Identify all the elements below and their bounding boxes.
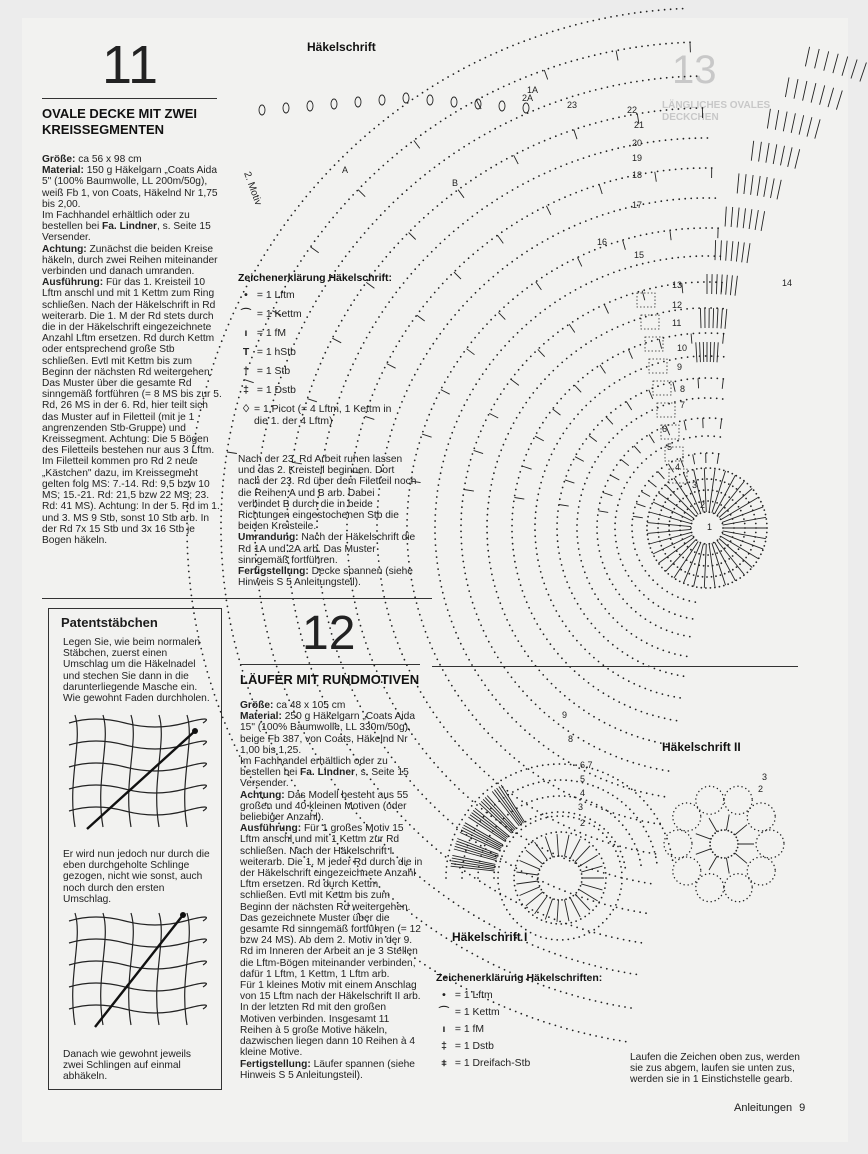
yarn-column bbox=[129, 913, 134, 1025]
legend-11-list bbox=[238, 290, 438, 450]
section-number-12: 12 bbox=[302, 607, 356, 660]
row-label: 2A bbox=[522, 93, 534, 103]
picot-loop bbox=[499, 101, 505, 111]
chain-ring bbox=[557, 378, 723, 676]
chart12-legend-item bbox=[436, 1041, 494, 1053]
chart12-legend-symbol: ⌒ bbox=[438, 1007, 450, 1018]
box-text-3: Danach wie gewohnt jeweils zwei Schlingen auf einmal abhäkeln. bbox=[63, 1049, 191, 1083]
material-label: Material: bbox=[42, 165, 84, 177]
chart12-legend-text: = 1 Kettm bbox=[452, 1007, 500, 1018]
exec-text-12: Für 1 großes Motiv 15 Lftm anschl und mit 1 Kettm zur Rd schließen. Nach der Häkelschrift I weiterarb. Die 1. M jeder Rd durch die in der Häkelschrift eingezeichnete Anzahl Lftm ersetzen. Rd durch Kettm schließen. Evtl mit Kettm bis zum Beginn der nächsten Rd weitergehen. Das gezeichnete Muster über die gesamte Rd sinngemäß fortführen (= 12 bzw 24 MS). Ab dem 2. Motiv in der 9. Rd im Inneren der Arbeit an je 3 Stellen die Lftm-Bögen miteinander verbinden, dafür 1 Lftm, 1 Kettm, 1 Lftm arb. bbox=[240, 823, 423, 980]
stitch-spokes bbox=[725, 207, 765, 231]
finish-label: Fertigstellung: bbox=[238, 566, 309, 578]
yarn-row bbox=[69, 939, 206, 947]
chart11-legend-item bbox=[238, 366, 290, 378]
row-label: 8 bbox=[680, 384, 686, 394]
row-label: 1A bbox=[527, 85, 539, 95]
shop-suffix-12: , s. Seite 15 Versender. bbox=[240, 767, 409, 790]
petal-loop bbox=[724, 874, 752, 902]
crochet-hook bbox=[95, 915, 183, 1027]
section-11-continuation bbox=[238, 454, 418, 588]
section-12-title: LÄUFER MIT RUNDMOTIVEN bbox=[240, 672, 420, 687]
box-text-1: Legen Sie, wie beim normalen Stäbchen, zuerst einen Umschlag um die Häkelnadel und stechen Sie dann in die darunterliegende Masche ein. Wie gewohnt Faden durchholen. bbox=[63, 637, 210, 705]
row-label: 6 bbox=[662, 424, 668, 434]
motif-label: 2. Motiv bbox=[241, 170, 264, 207]
chart11-legend-symbol: ı bbox=[244, 328, 248, 339]
petal-loop bbox=[747, 857, 775, 885]
yarn-row bbox=[69, 983, 206, 991]
page-footer bbox=[734, 1102, 805, 1114]
chart11-legend-text: = 1 fM bbox=[254, 328, 287, 339]
row-label: 5 bbox=[667, 442, 673, 452]
crochet-chart-I bbox=[430, 686, 650, 926]
petal-loop bbox=[673, 857, 701, 885]
chart12-legend-text: = 1 Dstb bbox=[452, 1041, 494, 1052]
chart11-legend-text: = 1 hStb bbox=[254, 347, 296, 358]
row-label: 17 bbox=[632, 200, 643, 210]
row-label: 9 bbox=[562, 710, 568, 720]
note-label-12: Achtung: bbox=[240, 789, 285, 801]
petal-loop bbox=[673, 803, 701, 831]
chart12-legend-symbol: ‡ bbox=[441, 1041, 447, 1052]
ghost-title-line2: DECKCHEN bbox=[662, 112, 719, 123]
picot-loop bbox=[403, 93, 409, 103]
row-label: 3 bbox=[692, 480, 698, 490]
material-label-12: Material: bbox=[240, 711, 282, 723]
row-label: 16 bbox=[597, 237, 608, 247]
yarn-column bbox=[101, 715, 106, 827]
yarn-row bbox=[69, 917, 206, 925]
note-label: Achtung: bbox=[42, 243, 87, 255]
row-label: A bbox=[342, 165, 349, 175]
crochet-chart-II bbox=[644, 762, 804, 912]
picot-loop bbox=[307, 101, 313, 111]
stitch-spokes bbox=[785, 77, 842, 109]
chain-ring bbox=[478, 796, 641, 878]
filet-square bbox=[657, 403, 675, 417]
size-label-12: Größe: bbox=[240, 700, 274, 711]
stitch-spokes bbox=[805, 47, 866, 82]
yarn-row bbox=[69, 719, 206, 727]
box-title: Patentstäbchen bbox=[61, 615, 158, 630]
shop-name: Fa. Lindner bbox=[102, 221, 157, 233]
footer-section: Anleitungen bbox=[734, 1102, 793, 1114]
chart11-legend-text: = 1 Dstb bbox=[254, 385, 296, 396]
chart12-legend-text: = 1 Lftm bbox=[452, 990, 493, 1001]
row-label: 15 bbox=[634, 250, 645, 260]
illustration-hook-2 bbox=[65, 909, 205, 1029]
chart11-legend-item bbox=[238, 290, 295, 302]
petal-loop bbox=[724, 786, 752, 814]
chain-ring bbox=[710, 830, 738, 858]
petal-loop bbox=[696, 786, 724, 814]
title-line-1: OVALE DECKE MIT ZWEI bbox=[42, 106, 198, 121]
chart12-legend-item bbox=[436, 1058, 530, 1070]
yarn-column bbox=[73, 913, 78, 1025]
chain-ring bbox=[597, 418, 722, 637]
chart12-legend-item bbox=[436, 1024, 484, 1036]
chain-ring bbox=[512, 333, 724, 721]
row-label: 13 bbox=[672, 280, 683, 290]
shop-text: Im Fachhandel erhältlich oder zu bestellen bei bbox=[42, 210, 190, 233]
chart11-legend-text: = 1 Lftm bbox=[254, 290, 295, 301]
chart11-legend-symbol: ♢ bbox=[241, 404, 251, 415]
legend-12 bbox=[436, 972, 656, 1090]
stitch-spokes bbox=[737, 173, 781, 199]
stitch-spokes bbox=[715, 240, 750, 263]
ghost-title-line1: LÄNGLICHES OVALES bbox=[662, 100, 771, 111]
row-label: 19 bbox=[632, 153, 643, 163]
chart11-legend-item bbox=[238, 328, 286, 340]
patentstaebchen-box bbox=[48, 608, 222, 1090]
ghost-page-number: 13 bbox=[672, 48, 717, 92]
chart-I-title: Häkelschrift I bbox=[452, 930, 528, 944]
chart11-legend-symbol: • bbox=[244, 290, 248, 301]
row-label: 18 bbox=[632, 170, 643, 180]
finish-label-12: Fertigstellung: bbox=[240, 1058, 311, 1070]
section-11-title bbox=[42, 106, 222, 138]
picot-loop bbox=[331, 99, 337, 109]
petal-loop bbox=[696, 874, 724, 902]
stitch-spokes bbox=[514, 334, 723, 500]
hook-tip bbox=[180, 912, 186, 918]
legend-12-list bbox=[436, 990, 656, 1090]
picot-loop bbox=[283, 103, 289, 113]
row-label: 11 bbox=[672, 318, 682, 328]
chart11-legend-item bbox=[238, 385, 296, 397]
stitch-spokes bbox=[751, 141, 799, 169]
chart11-legend-item bbox=[238, 404, 404, 428]
note-text: Zunächst die beiden Kreise häkeln, durch zwei Reihen miteinander verbinden und danach umranden. bbox=[42, 243, 218, 278]
row-label: 9 bbox=[677, 362, 683, 372]
chart12-legend-symbol: ı bbox=[442, 1024, 446, 1035]
chart12-legend-item bbox=[436, 990, 493, 1002]
magazine-page bbox=[22, 18, 848, 1142]
symbol-hint: Laufen die Zeichen oben zus, werden sie zus abgem, laufen sie unten zus, werden sie in 1 Einstichstelle gearb. bbox=[630, 1052, 800, 1086]
shop-suffix: , s. Seite 15 Versender. bbox=[42, 221, 211, 244]
chart11-legend-text: = 1 Kettm bbox=[254, 309, 302, 320]
chart11-legend-text: = 1 Picot (= 4 Lftm, 1 Kettm in die 1. der 4 Lftm) bbox=[254, 404, 392, 427]
exec-text: Für das 1. Kreisteil 10 Lftm anschl und mit 1 Kettm zum Ring schließen. Nach der Häkelschrift in Rd weiterarb. Die 1. M der Rd stets durch die in der Häkelschrift eingezeichnete Anzahl Lftm ersetzen. Rd durch Kettm oder entsprechend große Stb schließen. Evtl mit Kettm bis zum Beginn der nächsten Rd weitergehen. Das Muster über die gesamte Rd sinngemäß fortführen (= 8 MS bis zur 5. Rd, 26 MS in der 6. Rd, hier teilt sich das Muster auf in Filetteil (mit je 1 angrenzenden Stb-Gruppe) und Kreissegment. Achtung: Die 5 Bögen des Filetteils bestehen nur aus 3 Lftm. Im Filetteil kommen pro Rd 2 neue „Kästchen" dazu, im Kreissegment gelten folg MS: 7.-14. Rd: 9,5 bzw 10 MS; 15.-21. Rd: 21,5 bzw 22 MS; 23. Rd: 41 MS). Achtung: In der 5. Rd im 1. und 3. MS 9 Stb, sonst 10 Stb arb. In der Rd 7x 15 Stb und 3x 16 Stb je Bogen häkeln. bbox=[42, 277, 222, 546]
legend-11-title: Zeichenerklärung Häkelschrift: bbox=[238, 272, 393, 284]
border-label: Umrandung: bbox=[238, 532, 299, 544]
yarn-row bbox=[69, 785, 206, 793]
finish-text: Decke spannen (siehe Hinweis S 5 Anleitungsteil). bbox=[238, 566, 413, 589]
yarn-column bbox=[101, 913, 106, 1025]
row-label: 5 bbox=[580, 774, 586, 784]
chart11-legend-symbol: † bbox=[243, 366, 249, 377]
stitch-spokes bbox=[700, 308, 726, 329]
filet-square bbox=[637, 293, 655, 307]
chart12-legend-text: = 1 fM bbox=[452, 1024, 485, 1035]
row-label: 2 bbox=[700, 500, 706, 510]
section-11-instructions bbox=[42, 154, 222, 546]
row-label: 4 bbox=[580, 788, 586, 798]
petal-loop bbox=[747, 803, 775, 831]
row-label: 2 bbox=[580, 818, 586, 828]
row-label: 3 bbox=[578, 802, 584, 812]
chain-ring bbox=[535, 356, 724, 698]
picot-loop bbox=[355, 97, 361, 107]
row-label: 14 bbox=[782, 278, 793, 288]
filet-square bbox=[653, 381, 671, 395]
section-number-11: 11 bbox=[102, 35, 159, 95]
size-label: Größe: bbox=[42, 154, 76, 165]
shop-text-12: Im Fachhandel erhältlich oder zu bestellen bei bbox=[240, 756, 388, 779]
row-label: 2 bbox=[758, 784, 764, 794]
petal-loop bbox=[664, 830, 692, 858]
chart-II-title: Häkelschrift II bbox=[662, 740, 741, 754]
exec-label-12: Ausführung: bbox=[240, 823, 302, 835]
small-motif-text: Für 1 kleines Motiv mit einem Anschlag von 15 Lftm nach der Häkelschrift II arb. In der letzten Rd mit den großen Motiven verbinden. Insgesamt 11 Reihen à 5 große Motive häkeln, dazwischen liegen dann 10 Reihen à 4 kleine Motive. bbox=[240, 980, 421, 1059]
stitch-spokes bbox=[696, 342, 718, 362]
illustration-hook-1 bbox=[65, 711, 205, 831]
chart-heading: Häkelschrift bbox=[307, 40, 376, 54]
chart11-legend-item bbox=[238, 309, 302, 321]
divider-left bbox=[42, 598, 432, 599]
material-text-12: 250 g Häkelgarn „Coats Aida 15" (100% Baumwolle, LL 330m/50g), beige Fb 387, von Coats, Häkelnd Nr 1,00 bis 1,25. bbox=[240, 711, 415, 756]
chart11-legend-item bbox=[238, 347, 296, 359]
stitch-spokes bbox=[516, 834, 604, 922]
row-label: 3 bbox=[762, 772, 768, 782]
chart11-legend-symbol: T bbox=[242, 347, 250, 358]
stitch-spokes bbox=[767, 109, 820, 139]
legend-11 bbox=[238, 272, 438, 450]
page-number: 9 bbox=[799, 1102, 806, 1114]
size-text-12: ca 48 x 105 cm bbox=[273, 700, 346, 711]
picot-loop bbox=[379, 95, 385, 105]
yarn-column bbox=[73, 715, 78, 827]
exec-label: Ausführung: bbox=[42, 277, 104, 289]
row-label: 23 bbox=[567, 100, 578, 110]
row-label: 10 bbox=[677, 343, 688, 353]
row-label: 22 bbox=[627, 105, 638, 115]
hook-tip bbox=[192, 728, 198, 734]
legend-12-title: Zeichenerklärung Häkelschriften: bbox=[436, 972, 603, 984]
note-text-12: Das Modell besteht aus 55 großen und 40 kleinen Motiven (oder beliebiger Anzahl). bbox=[240, 789, 409, 824]
chain-ring bbox=[577, 398, 723, 656]
picot-loop bbox=[427, 95, 433, 105]
row-label: B bbox=[452, 178, 459, 188]
title-rule bbox=[42, 98, 217, 99]
chart12-legend-symbol: • bbox=[442, 990, 446, 1001]
shop-name-12: Fa. Lindner bbox=[300, 767, 355, 779]
row-label: 20 bbox=[632, 138, 643, 148]
row-label: 7 bbox=[680, 400, 686, 410]
stitch-spokes bbox=[696, 815, 754, 874]
chart11-legend-symbol: ‡ bbox=[243, 385, 249, 396]
material-text: 150 g Häkelgarn „Coats Aida 5" (100% Baumwolle, LL 200m/50g), weiß Fb 1, von Coats, Häkelnd Nr 1,75 bis 2,00. bbox=[42, 165, 218, 210]
chart12-legend-item bbox=[436, 1007, 500, 1019]
picot-loop bbox=[259, 105, 265, 115]
row-label: 8 bbox=[568, 734, 574, 744]
chart12-legend-text: = 1 Dreifach-Stb bbox=[452, 1058, 531, 1069]
row-label: 1 bbox=[707, 522, 713, 532]
chain-ring bbox=[538, 856, 582, 900]
picot-loop bbox=[451, 97, 457, 107]
filet-square bbox=[641, 315, 659, 329]
row-label: 12 bbox=[672, 300, 683, 310]
border-text: Nach der Häkelschrift die Rd 1A und 2A arb. Das Muster sinngemäß fortführen. bbox=[238, 532, 416, 566]
row-label: 21 bbox=[634, 120, 645, 130]
stitch-spokes bbox=[451, 855, 496, 871]
chart12-legend-symbol: ⧧ bbox=[441, 1058, 447, 1069]
row-label: 4 bbox=[675, 462, 681, 472]
continue-text: Nach der 23. Rd Arbeit ruhen lassen und das 2. Kreisteil beginnen. Dort nach der 23. Rd über dem Filetteil noch die Reihen A und B arb. Dabei verbindet B durch die in beide Richtungen eingestochenen Stb die beiden Kreisteile. bbox=[238, 454, 417, 533]
row-label: 6,7 bbox=[580, 760, 593, 770]
divider-right bbox=[432, 666, 798, 667]
box-text-2: Er wird nun jedoch nur durch die eben durchgeholte Schlinge gezogen, nicht wie sonst, auch noch durch den ersten Umschlag. bbox=[63, 849, 210, 905]
section-12-instructions bbox=[240, 700, 424, 1081]
finish-text-12: Läufer spannen (siehe Hinweis S 5 Anleitungsteil). bbox=[240, 1058, 415, 1081]
chart11-legend-symbol: ⌒ bbox=[240, 309, 252, 320]
yarn-row bbox=[69, 741, 206, 749]
size-text: ca 56 x 98 cm bbox=[75, 154, 142, 165]
yarn-column bbox=[129, 715, 134, 827]
picot-loop bbox=[523, 103, 529, 113]
title-line-2: KREISSEGMENTEN bbox=[42, 122, 165, 137]
chart11-legend-text: = 1 Stb bbox=[254, 366, 291, 377]
title-rule-12 bbox=[240, 664, 420, 665]
petal-loop bbox=[756, 830, 784, 858]
